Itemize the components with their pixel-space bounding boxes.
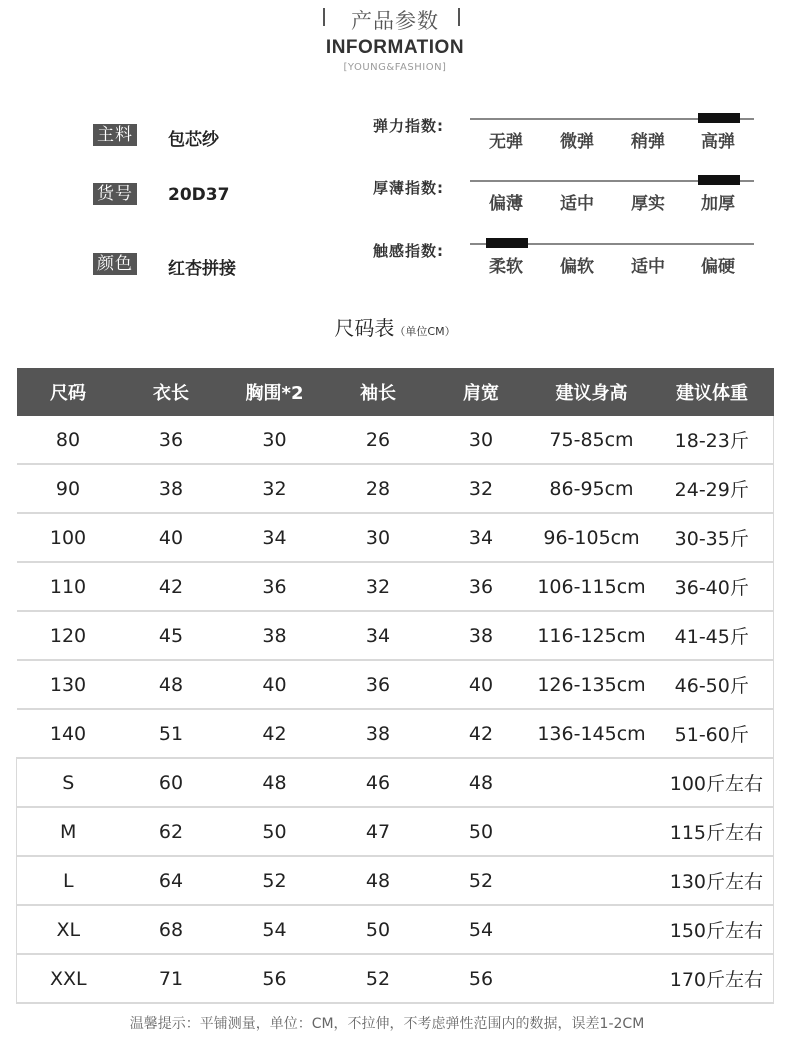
table-cell: 64 bbox=[120, 856, 223, 905]
index-option: 厚实 bbox=[631, 194, 665, 214]
table-row bbox=[17, 464, 774, 513]
table-cell: 38 bbox=[327, 709, 430, 758]
table-row bbox=[17, 709, 774, 758]
table-cell: 36 bbox=[327, 660, 430, 709]
table-cell bbox=[533, 758, 651, 807]
table-cell: S bbox=[17, 758, 120, 807]
table-cell: 96-105cm bbox=[533, 513, 651, 562]
table-cell: 52 bbox=[223, 856, 327, 905]
column-header: 衣长 bbox=[120, 368, 223, 416]
table-cell: 110 bbox=[17, 562, 120, 611]
table-cell: M bbox=[17, 807, 120, 856]
item-number-label: 货号 bbox=[93, 183, 137, 205]
index-option: 稍弹 bbox=[631, 132, 665, 152]
table-cell: 116-125cm bbox=[533, 611, 651, 660]
column-header: 袖长 bbox=[327, 368, 430, 416]
table-cell: 30-35斤 bbox=[651, 513, 774, 562]
table-cell: 18-23斤 bbox=[651, 416, 774, 464]
table-cell: 71 bbox=[120, 954, 223, 1003]
table-cell: 54 bbox=[223, 905, 327, 954]
table-cell: 106-115cm bbox=[533, 562, 651, 611]
index-selected-marker bbox=[698, 113, 740, 123]
table-cell: L bbox=[17, 856, 120, 905]
table-cell: 36 bbox=[120, 416, 223, 464]
table-cell: 56 bbox=[430, 954, 533, 1003]
table-cell: 50 bbox=[223, 807, 327, 856]
table-cell: 170斤左右 bbox=[651, 954, 774, 1003]
table-cell: 32 bbox=[223, 464, 327, 513]
table-cell: 80 bbox=[17, 416, 120, 464]
index-label: 弹力指数: bbox=[373, 117, 444, 135]
table-cell: 45 bbox=[120, 611, 223, 660]
table-cell: 130 bbox=[17, 660, 120, 709]
table-cell: 38 bbox=[430, 611, 533, 660]
table-cell: 54 bbox=[430, 905, 533, 954]
table-cell: 40 bbox=[430, 660, 533, 709]
index-option: 偏薄 bbox=[489, 194, 523, 214]
table-cell: 32 bbox=[430, 464, 533, 513]
table-row bbox=[17, 856, 774, 905]
index-option: 适中 bbox=[560, 194, 594, 214]
table-cell: 47 bbox=[327, 807, 430, 856]
table-row bbox=[17, 905, 774, 954]
table-cell: 42 bbox=[120, 562, 223, 611]
table-cell: 34 bbox=[223, 513, 327, 562]
material-value: 包芯纱 bbox=[168, 130, 219, 150]
column-header: 建议身高 bbox=[533, 368, 651, 416]
index-option: 偏硬 bbox=[701, 257, 735, 277]
table-cell: 100 bbox=[17, 513, 120, 562]
column-header: 胸围*2 bbox=[223, 368, 327, 416]
item-number-value: 20D37 bbox=[168, 185, 230, 205]
table-row bbox=[17, 416, 774, 464]
page-title-en: INFORMATION bbox=[325, 37, 465, 58]
table-cell: 75-85cm bbox=[533, 416, 651, 464]
table-cell: 90 bbox=[17, 464, 120, 513]
table-cell: 51-60斤 bbox=[651, 709, 774, 758]
table-cell: XXL bbox=[17, 954, 120, 1003]
table-cell: 30 bbox=[223, 416, 327, 464]
table-cell: 48 bbox=[223, 758, 327, 807]
table-cell: 30 bbox=[430, 416, 533, 464]
table-cell: 48 bbox=[327, 856, 430, 905]
index-option: 加厚 bbox=[701, 194, 735, 214]
material-label: 主料 bbox=[93, 124, 137, 146]
index-option: 偏软 bbox=[560, 257, 594, 277]
table-cell: 150斤左右 bbox=[651, 905, 774, 954]
table-cell: 86-95cm bbox=[533, 464, 651, 513]
size-table-header bbox=[17, 368, 774, 416]
table-cell: XL bbox=[17, 905, 120, 954]
table-cell: 56 bbox=[223, 954, 327, 1003]
table-cell: 52 bbox=[327, 954, 430, 1003]
table-row bbox=[17, 807, 774, 856]
table-cell: 42 bbox=[430, 709, 533, 758]
table-cell: 41-45斤 bbox=[651, 611, 774, 660]
index-option: 高弹 bbox=[701, 132, 735, 152]
table-row bbox=[17, 513, 774, 562]
table-cell: 36-40斤 bbox=[651, 562, 774, 611]
table-cell: 52 bbox=[430, 856, 533, 905]
table-cell bbox=[533, 807, 651, 856]
table-row bbox=[17, 611, 774, 660]
column-header: 尺码 bbox=[17, 368, 120, 416]
table-cell: 126-135cm bbox=[533, 660, 651, 709]
table-cell: 62 bbox=[120, 807, 223, 856]
table-cell: 50 bbox=[430, 807, 533, 856]
table-cell: 46 bbox=[327, 758, 430, 807]
column-header: 建议体重 bbox=[651, 368, 774, 416]
table-cell: 28 bbox=[327, 464, 430, 513]
table-cell: 36 bbox=[430, 562, 533, 611]
table-cell: 115斤左右 bbox=[651, 807, 774, 856]
table-row bbox=[17, 954, 774, 1003]
table-cell: 46-50斤 bbox=[651, 660, 774, 709]
table-cell: 34 bbox=[327, 611, 430, 660]
table-cell: 100斤左右 bbox=[651, 758, 774, 807]
table-cell: 48 bbox=[430, 758, 533, 807]
index-option: 无弹 bbox=[489, 132, 523, 152]
table-cell: 130斤左右 bbox=[651, 856, 774, 905]
table-cell: 40 bbox=[120, 513, 223, 562]
page-title: 产品参数 bbox=[351, 9, 439, 33]
index-option: 适中 bbox=[631, 257, 665, 277]
index-label: 触感指数: bbox=[373, 242, 444, 260]
size-chart-title-text: 尺码表 bbox=[334, 316, 395, 340]
color-value: 红杏拼接 bbox=[168, 259, 236, 279]
table-cell: 136-145cm bbox=[533, 709, 651, 758]
table-cell: 38 bbox=[120, 464, 223, 513]
table-row bbox=[17, 562, 774, 611]
table-cell: 120 bbox=[17, 611, 120, 660]
table-cell: 140 bbox=[17, 709, 120, 758]
index-option: 柔软 bbox=[489, 257, 523, 277]
table-cell bbox=[533, 856, 651, 905]
table-cell: 68 bbox=[120, 905, 223, 954]
table-cell: 51 bbox=[120, 709, 223, 758]
table-cell: 34 bbox=[430, 513, 533, 562]
column-header: 肩宽 bbox=[430, 368, 533, 416]
index-selected-marker bbox=[486, 238, 528, 248]
table-cell: 30 bbox=[327, 513, 430, 562]
table-row bbox=[17, 660, 774, 709]
table-cell: 26 bbox=[327, 416, 430, 464]
table-cell: 50 bbox=[327, 905, 430, 954]
table-row bbox=[17, 758, 774, 807]
table-cell bbox=[533, 905, 651, 954]
size-chart-unit: （单位CM） bbox=[394, 325, 456, 338]
table-cell: 38 bbox=[223, 611, 327, 660]
measurement-note: 温馨提示：平铺测量，单位：CM，不拉伸，不考虑弹性范围内的数据，误差1-2CM bbox=[129, 1016, 645, 1032]
table-cell: 42 bbox=[223, 709, 327, 758]
index-selected-marker bbox=[698, 175, 740, 185]
index-label: 厚薄指数: bbox=[373, 179, 444, 197]
table-cell: 36 bbox=[223, 562, 327, 611]
table-cell: 24-29斤 bbox=[651, 464, 774, 513]
color-label: 颜色 bbox=[93, 253, 137, 275]
table-cell: 32 bbox=[327, 562, 430, 611]
table-cell bbox=[533, 954, 651, 1003]
table-cell: 48 bbox=[120, 660, 223, 709]
size-chart-title bbox=[0, 312, 790, 341]
page-subtitle: [YOUNG&FASHION] bbox=[343, 62, 447, 73]
table-cell: 40 bbox=[223, 660, 327, 709]
size-table bbox=[16, 368, 774, 1004]
index-option: 微弹 bbox=[560, 132, 594, 152]
table-cell: 60 bbox=[120, 758, 223, 807]
